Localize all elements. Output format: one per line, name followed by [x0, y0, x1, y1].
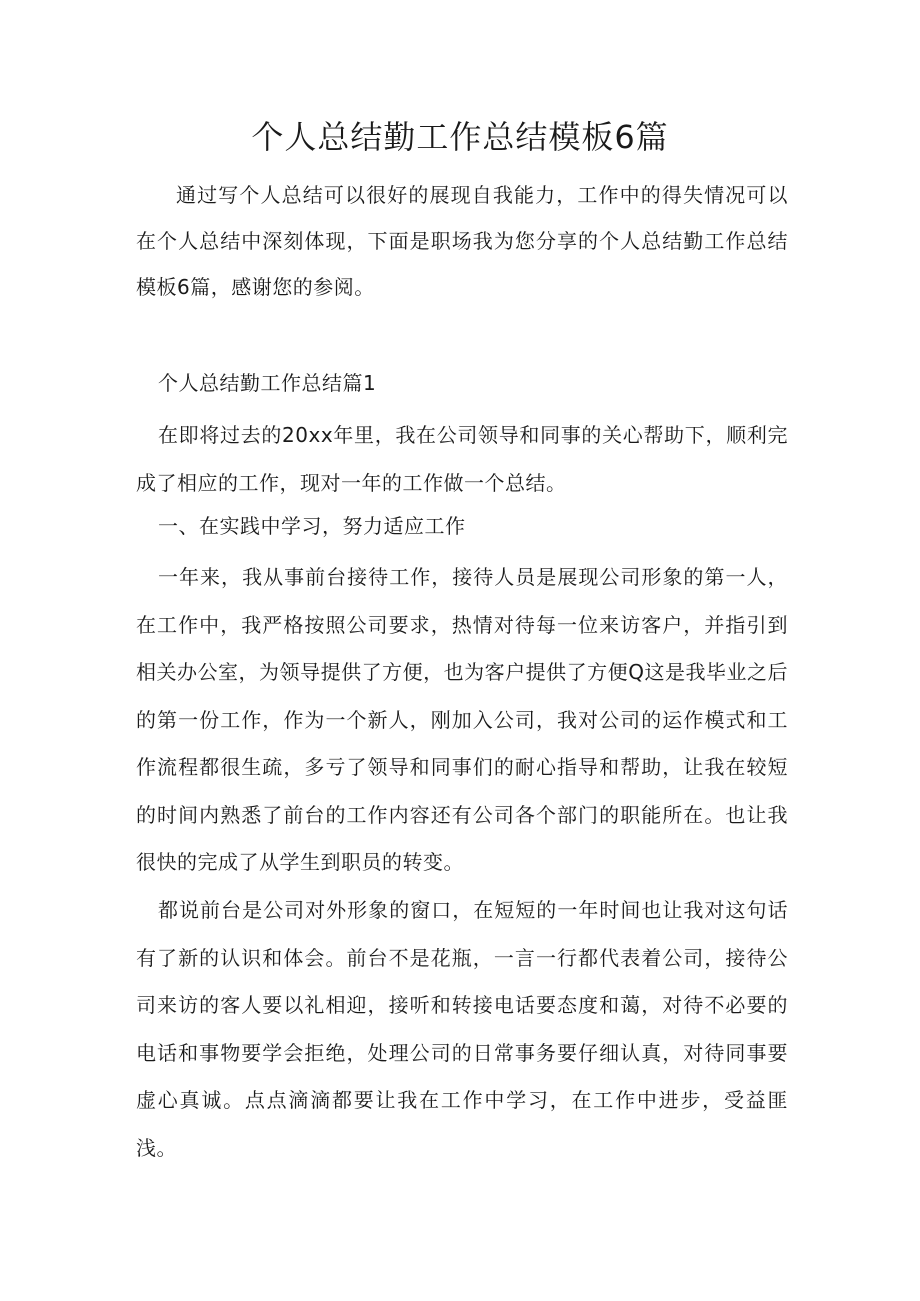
paragraph-1: 在即将过去的20xx年里，我在公司领导和同事的关心帮助下，顺利完成了相应的工作，现对一年的工作做一个总结。 — [136, 423, 788, 495]
intro-paragraph: 通过写个人总结可以很好的展现自我能力，工作中的得失情况可以在个人总结中深刻体现，下面是职场我为您分享的个人总结勤工作总结模板6篇，感谢您的参阅。 — [136, 183, 788, 299]
document-title: 个人总结勤工作总结模板6篇 — [251, 118, 669, 156]
paragraph-3: 都说前台是公司对外形象的窗口，在短短的一年时间也让我对这句话有了新的认识和体会。前台不是花瓶，一言一行都代表着公司，接待公司来访的客人要以礼相迎，接听和转接电话要态度和蔼，对待不必要的电话和事物要学会拒绝，处理公司的日常事务要仔细认真，对待同事要虚心真诚。点点滴滴都要让我在工作中学习，在工作中进步，受益匪浅。 — [136, 898, 788, 1160]
subheading-1: 一、在实践中学习，努力适应工作 — [158, 514, 466, 538]
section-heading: 个人总结勤工作总结篇1 — [158, 371, 377, 395]
paragraph-2: 一年来，我从事前台接待工作，接待人员是展现公司形象的第一人，在工作中，我严格按照公司要求，热情对待每一位来访客户，并指引到相关办公室，为领导提供了方便，也为客户提供了方便Q这是我毕业之后的第一份工作，作为一个新人，刚加入公司，我对公司的运作模式和工作流程都很生疏，多亏了领导和同事们的耐心指导和帮助，让我在较短的时间内熟悉了前台的工作内容还有公司各个部门的职能所在。也让我很快的完成了从学生到职员的转变。 — [136, 565, 788, 874]
